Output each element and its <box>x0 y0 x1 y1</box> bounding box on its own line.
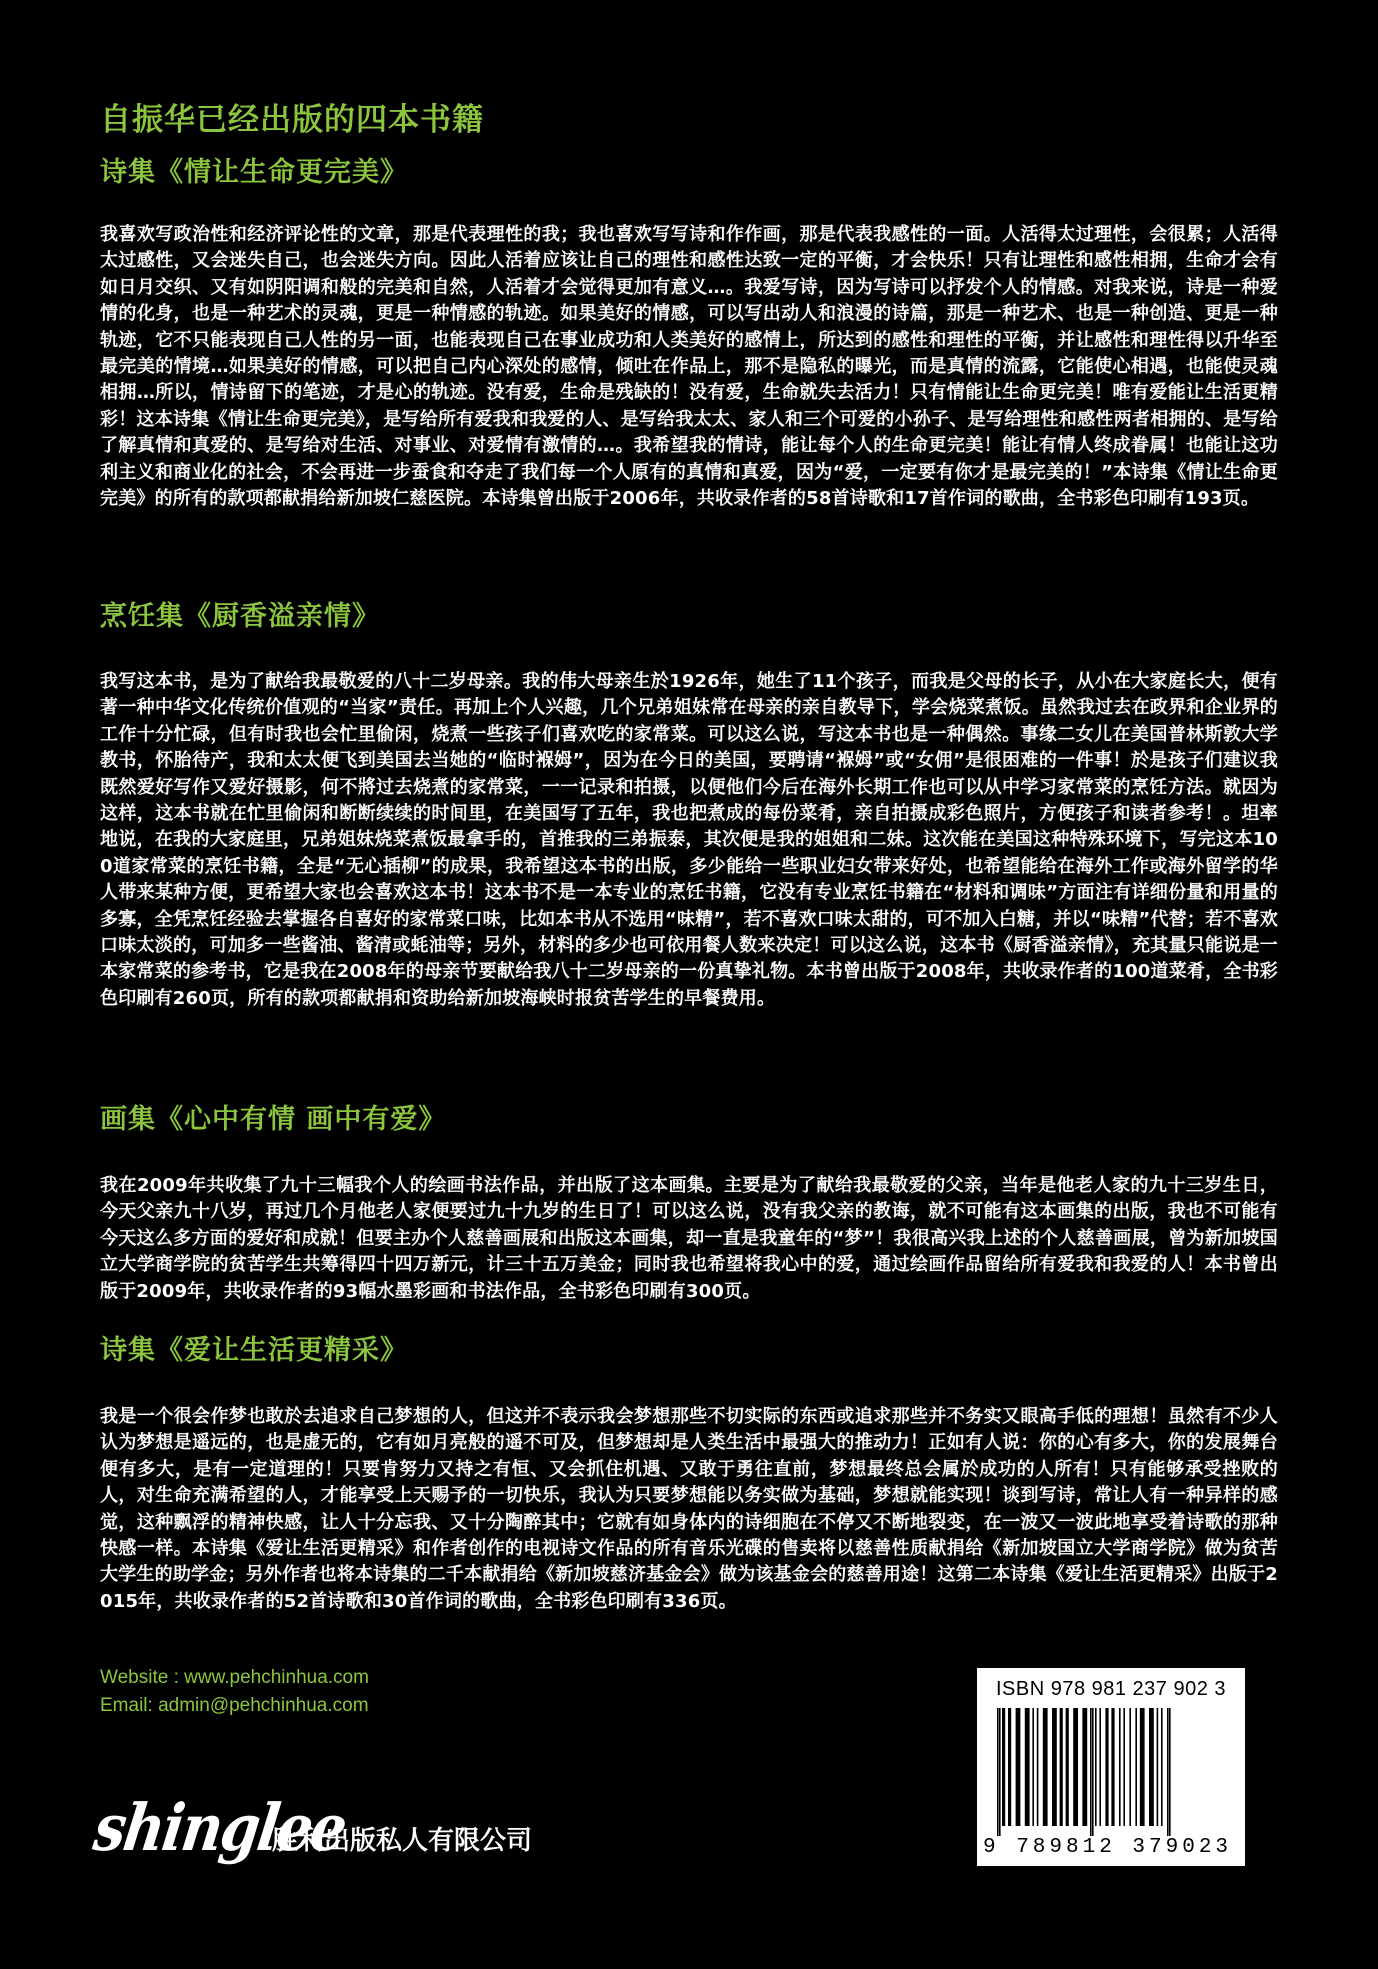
barcode-bar <box>1073 1708 1078 1826</box>
barcode-bar <box>1025 1708 1030 1826</box>
barcode-guard-bar <box>997 1708 999 1836</box>
barcode-bar <box>1008 1708 1011 1826</box>
section-body: 我喜欢写政治性和经济评论性的文章，那是代表理性的我；我也喜欢写写诗和作作画，那是代表我感性的一面。人活得太过理性，会很累；人活得太过感性，又会迷失自己，也会迷失方向。因此人活着应该让自己的理性和感性达致一定的平衡，才会快乐！只有让理性和感性相拥，生命才会有如日月交织、又有如阴阳调和般的完美和自然，人活着才会觉得更加有意义…。我爱写诗，因为写诗可以抒发个人的情感。对我来说，诗是一种爱情的化身，也是一种艺术的灵魂，更是一种情感的轨迹。如果美好的情感，可以写出动人和浪漫的诗篇，那是一种艺术、也是一种创造、更是一种轨迹，它不只能表现自己人性的另一面，也能表现自己在事业成功和人类美好的感情上，所达到的感性和理性的平衡，并让感性和理性得以升华至最完美的情境…如果美好的情感，可以把自己内心深处的感情，倾吐在作品上，那不是隐私的曝光，而是真情的流露，它能使心相遇，也能使灵魂相拥…所以，情诗留下的笔迹，才是心的轨迹。没有爱，生命是残缺的！没有爱，生命就失去活力！只有情能让生命更完美！唯有爱能让生活更精彩！这本诗集《情让生命更完美》，是写给所有爱我和我爱的人、是写给我太太、家人和三个可爱的小孙子、是写给理性和感性两者相拥的、是写给了解真情和真爱的、是写给对生活、对事业、对爱情有激情的…。我希望我的情诗，能让每个人的生命更完美！能让有情人终成眷属！也能让这功利主义和商业化的社会，不会再进一步蚕食和夺走了我们每一个人原有的真情和真爱，因为“爱，一定要有你才是最完美的！”本诗集《情让生命更完美》的所有的款项都献捐给新加坡仁慈医院。本诗集曾出版于2006年，共收录作者的58首诗歌和17首作词的歌曲，全书彩色印刷有193页。 <box>100 224 1278 510</box>
barcode-bar <box>1016 1708 1021 1826</box>
publisher-name: 胜利出版私人有限公司 <box>272 1826 533 1856</box>
barcode-bar <box>1002 1708 1005 1826</box>
section-body: 我写这本书，是为了献给我最敬爱的八十二岁母亲。我的伟大母亲生於1926年，她生了11个孩子，而我是父母的长子，从小在大家庭长大，便有著一种中华文化传统价值观的“当家”责任。再加上个人兴趣，几个兄弟姐妹常在母亲的亲自教导下，学会烧菜煮饭。虽然我过去在政界和企业界的工作十分忙碌，但有时我也会忙里偷闲，烧煮一些孩子们喜欢吃的家常菜。可以这么说，写这本书也是一种偶然。事缘二女儿在美国普林斯敦大学教书，怀胎待产，我和太太便飞到美国去当她的“临时褓姆”，因为在今日的美国，要聘请“褓姆”或“女佣”是很困难的一件事！於是孩子们建议我既然爱好写作又爱好摄影，何不將过去烧煮的家常菜，一一记录和拍摄，以便他们今后在海外长期工作也可以从中学习家常菜的烹饪方法。就因为这样，这本书就在忙里偷闲和断断续续的时间里，在美国写了五年，我也把煮成的每份菜肴，亲自拍摄成彩色照片，方便孩子和读者参考！。坦率地说，在我的大家庭里，兄弟姐妹烧菜煮饭最拿手的，首推我的三弟振泰，其次便是我的姐姐和二妹。这次能在美国这种特殊环境下，写完这本100道家常菜的烹饪书籍，全是“无心插柳”的成果，我希望这本书的出版，多少能给一些职业妇女带来好处，也希望能给在海外工作或海外留学的华人带来某种方便，更希望大家也会喜欢这本书！这本书不是一本专业的烹饪书籍，它没有专业烹饪书籍在“材料和调味”方面注有详细份量和用量的多寡，全凭烹饪经验去掌握各自喜好的家常菜口味，比如本书从不选用“味精”，若不喜欢口味太甜的，可不加入白糖，并以“味精”代替；若不喜欢口味太淡的，可加多一些酱油、酱清或蚝油等；另外，材料的多少也可依用餐人数来决定！可以这么说，这本书《厨香溢亲情》，充其量只能说是一本家常菜的参考书，它是我在2008年的母亲节要献给我八十二岁母亲的一份真挚礼物。本书曾出版于2008年，共收录作者的100道菜肴，全书彩色印刷有260页，所有的款项都献捐和资助给新加坡海峡时报贫苦学生的早餐费用。 <box>100 671 1278 1009</box>
barcode-bar <box>1111 1708 1114 1826</box>
email-link[interactable]: Email: admin@pehchinhua.com <box>100 1695 369 1716</box>
barcode-bar <box>1105 1708 1108 1826</box>
book-section-painting <box>100 1097 1278 1305</box>
website-link[interactable]: Website : www.pehchinhua.com <box>100 1667 369 1688</box>
barcode-guard-bar <box>999 1708 1001 1836</box>
publisher-block <box>89 1790 600 1870</box>
section-title: 诗集《爱让生活更精采》 <box>100 1335 408 1366</box>
barcode-bar <box>1161 1708 1163 1826</box>
barcode-bar <box>1135 1708 1137 1826</box>
section-title: 烹饪集《厨香溢亲情》 <box>100 601 380 632</box>
barcode-bar <box>1037 1708 1039 1826</box>
book-section-cookbook <box>100 594 1278 1012</box>
barcode-bar <box>1095 1708 1097 1826</box>
barcode-bar <box>1149 1708 1154 1826</box>
barcode-bar <box>1119 1708 1121 1826</box>
barcode-guard-bar <box>1092 1708 1094 1836</box>
barcode-digits: 9 789812 379023 <box>983 1836 1233 1859</box>
barcode-guard-bar <box>1169 1708 1171 1836</box>
barcode-bar <box>1043 1708 1048 1826</box>
barcode-bar <box>1032 1708 1034 1826</box>
book-section-poetry-1 <box>100 150 1278 512</box>
barcode-bar <box>1060 1708 1063 1826</box>
barcode-guard-bar <box>1167 1708 1169 1836</box>
barcode-bars <box>991 1708 1231 1836</box>
isbn-label: ISBN 978 981 237 902 3 <box>995 1678 1227 1700</box>
page-title: 自振华已经出版的四本书籍 <box>100 102 484 138</box>
barcode-bar <box>1099 1708 1101 1826</box>
barcode-bar <box>1082 1708 1087 1826</box>
section-body: 我在2009年共收集了九十三幅我个人的绘画书法作品，并出版了这本画集。主要是为了献给我最敬爱的父亲，当年是他老人家的九十三岁生日，今天父亲九十八岁，再过几个月他老人家便要过九十九岁的生日了！可以这么说，没有我父亲的教诲，就不可能有这本画集的出版，我也不可能有今天这么多方面的爱好和成就！但要主办个人慈善画展和出版这本画集，却一直是我童年的“梦”！我很高兴我上述的个人慈善画展，曾为新加坡国立大学商学院的贫苦学生共筹得四十四万新元，计三十五万美金；同时我也希望将我心中的爱，通过绘画作品留给所有爱我和我爱的人！本书曾出版于2009年，共收录作者的93幅水墨彩画和书法作品，全书彩色印刷有300页。 <box>100 1175 1278 1302</box>
section-title: 画集《心中有情 画中有爱》 <box>100 1104 447 1135</box>
section-title: 诗集《情让生命更完美》 <box>100 157 408 188</box>
isbn-barcode <box>977 1668 1245 1866</box>
contact-info <box>100 1664 369 1720</box>
barcode-bar <box>1123 1708 1125 1826</box>
barcode-bar <box>1066 1708 1069 1826</box>
barcode-bar <box>1052 1708 1057 1826</box>
section-body: 我是一个很会作梦也敢於去追求自己梦想的人，但这并不表示我会梦想那些不切实际的东西或追求那些并不务实又眼高手低的理想！虽然有不少人认为梦想是遥远的，也是虚无的，它有如月亮般的遥不可及，但梦想却是人类生活中最强大的推动力！正如有人说：你的心有多大，你的发展舞台便有多大，是有一定道理的！只要肯努力又持之有恒、又会抓住机遇、又敢于勇往直前，梦想最终总会属於成功的人所有！只有能够承受挫败的人，对生命充满希望的人，才能享受上天赐予的一切快乐，我认为只要梦想能以务实做为基础，梦想就能实现！谈到写诗，常让人有一种异样的感觉，这种飘浮的精神快感，让人十分忘我、又十分陶醉其中；它就有如身体内的诗细胞在不停又不断地裂变，在一波又一波此地享受着诗歌的那种快感一样。本诗集《爱让生活更精采》和作者创作的电视诗文作品的所有音乐光碟的售卖将以慈善性质献捐给《新加坡国立大学商学院》做为贫苦大学生的助学金；另外作者也将本诗集的二千本献捐给《新加坡慈济基金会》做为该基金会的慈善用途！这第二本诗集《爱让生活更精采》出版于2015年，共收录作者的52首诗歌和30首作词的歌曲，全书彩色印刷有336页。 <box>100 1406 1278 1612</box>
barcode-bar <box>1157 1708 1159 1826</box>
publisher-logo: shinglee <box>89 1790 350 1866</box>
barcode-guard-bar <box>1090 1708 1092 1836</box>
book-section-poetry-2 <box>100 1328 1278 1615</box>
barcode-bar <box>1140 1708 1145 1826</box>
barcode-bar <box>1129 1708 1131 1826</box>
